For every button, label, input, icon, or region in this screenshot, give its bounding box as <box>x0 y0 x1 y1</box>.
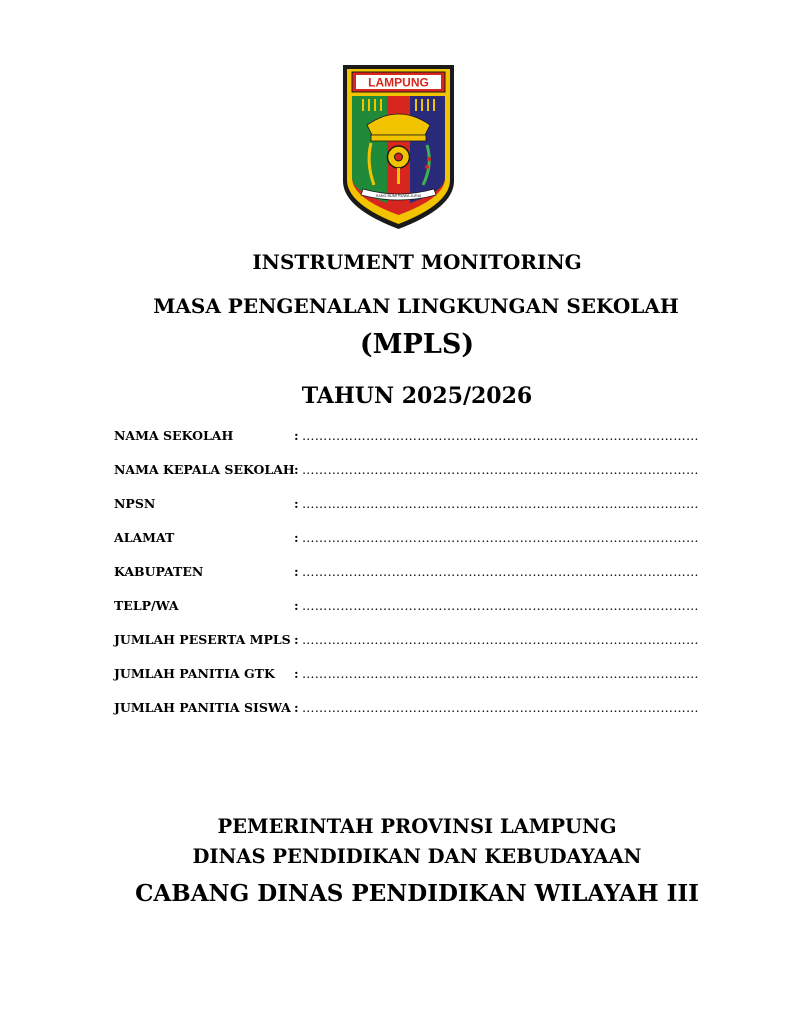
title-mpls-full: MASA PENGENALAN LINGKUNGAN SEKOLAH <box>153 294 679 318</box>
field-label: TELP/WA <box>114 598 179 613</box>
field-label: NPSN <box>114 496 156 511</box>
svg-text:LAMPUNG: LAMPUNG <box>368 75 429 90</box>
field-label: JUMLAH PANITIA GTK <box>114 666 275 681</box>
field-jumlah-panitia-gtk <box>114 666 699 700</box>
title-year: TAHUN 2025/2026 <box>301 383 533 409</box>
field-blank[interactable]: ………………………………………………………………………………… <box>302 666 699 681</box>
field-colon: : <box>294 428 299 443</box>
field-label: KABUPATEN <box>114 564 204 579</box>
field-jumlah-panitia-siswa <box>114 700 699 734</box>
identity-form <box>114 428 699 734</box>
field-colon: : <box>294 564 299 579</box>
field-blank[interactable]: ………………………………………………………………………………… <box>302 700 699 715</box>
field-blank[interactable]: ………………………………………………………………………………… <box>302 462 699 477</box>
field-blank[interactable]: ………………………………………………………………………………… <box>302 530 699 545</box>
field-colon: : <box>294 632 299 647</box>
footer-branch: CABANG DINAS PENDIDIKAN WILAYAH III <box>135 880 699 907</box>
field-label: ALAMAT <box>114 530 175 545</box>
footer-department: DINAS PENDIDIKAN DAN KEBUDAYAAN <box>192 845 642 868</box>
field-npsn <box>114 496 699 530</box>
field-label: JUMLAH PANITIA SISWA <box>114 700 291 715</box>
footer-province: PEMERINTAH PROVINSI LAMPUNG <box>217 815 617 838</box>
field-alamat <box>114 530 699 564</box>
emblem-motto: SANG BUMI RUWA JURAI <box>375 194 422 198</box>
lampung-emblem <box>341 63 456 231</box>
field-blank[interactable]: ………………………………………………………………………………… <box>302 632 699 647</box>
field-colon: : <box>294 598 299 613</box>
field-nama-sekolah <box>114 428 699 462</box>
field-colon: : <box>294 666 299 681</box>
title-instrument: INSTRUMENT MONITORING <box>252 250 582 274</box>
title-mpls-short: (MPLS) <box>359 329 475 360</box>
field-label: JUMLAH PESERTA MPLS <box>114 632 291 647</box>
field-colon: : <box>294 700 299 715</box>
field-label: NAMA SEKOLAH <box>114 428 234 443</box>
field-colon: : <box>294 530 299 545</box>
field-colon: : <box>294 496 299 511</box>
field-blank[interactable]: ………………………………………………………………………………… <box>302 428 699 443</box>
field-blank[interactable]: ………………………………………………………………………………… <box>302 598 699 613</box>
field-jumlah-peserta-mpls <box>114 632 699 666</box>
field-blank[interactable]: ………………………………………………………………………………… <box>302 564 699 579</box>
field-label: NAMA KEPALA SEKOLAH <box>114 462 295 477</box>
field-kabupaten <box>114 564 699 598</box>
field-telp-wa <box>114 598 699 632</box>
field-colon: : <box>294 462 299 477</box>
emblem-shield-icon <box>341 63 456 231</box>
field-blank[interactable]: ………………………………………………………………………………… <box>302 496 699 511</box>
field-nama-kepala-sekolah <box>114 462 699 496</box>
